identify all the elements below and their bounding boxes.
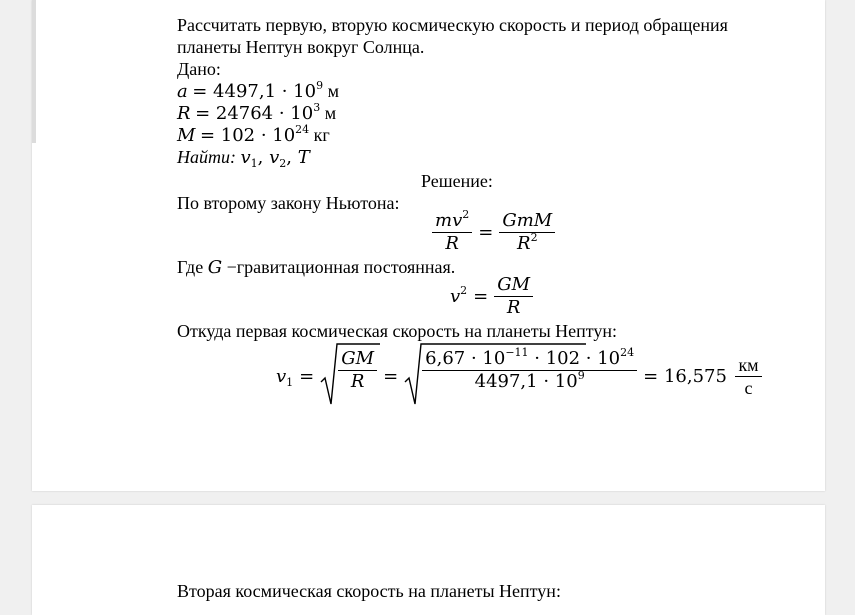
exp-a: 9 [316, 79, 324, 92]
problem-line-2: планеты Нептун вокруг Солнца. [177, 37, 425, 57]
exp-R: 3 [313, 101, 321, 114]
inner-num-a: 6,67 · 10 [425, 348, 506, 369]
find-v2: v [269, 147, 280, 168]
solution-title: Решение: [421, 171, 493, 191]
frac-GmM-R2: $\frac{\text{GmM}}{R^2}$ [499, 210, 555, 255]
var-R: R [177, 103, 191, 124]
find-label: Найти: [177, 147, 241, 167]
given-R [177, 102, 336, 125]
where-pre: Где [177, 257, 208, 277]
document-page-1 [32, 0, 825, 491]
unit-s: с [744, 377, 753, 398]
frac-mv2-R: $\frac{mv^2}{R}$ [432, 210, 472, 255]
unit-a: м [323, 81, 339, 101]
inner-num-exp1: −11 [505, 346, 529, 359]
unit-M: кг [309, 125, 330, 145]
where-G: G [207, 257, 223, 278]
sqrt-numeric [404, 342, 637, 410]
newton-equation: $\frac{mv^2}{R}$ = $\frac{\text{GmM}}{R^2}$ [432, 210, 555, 255]
where-line [177, 256, 455, 279]
unit-km-s [735, 354, 761, 399]
v-squared-equation: $v^2$ = $\frac{GM}{R}$ [450, 274, 533, 319]
given-M [177, 124, 330, 147]
find-T: T [297, 147, 310, 168]
inner-den: 4497,1 · 10 [474, 371, 578, 392]
result-value: = 16,575 [643, 365, 727, 387]
value-R: = 24764 · 10 [195, 103, 314, 124]
find-v1-sub: 1 [250, 157, 258, 170]
page-edge-marker [32, 0, 36, 143]
unit-km: км [735, 354, 761, 377]
var-M: M [177, 125, 196, 146]
sqrt-GM-R: $\frac{GM}{R}$ [320, 342, 377, 410]
second-speed-text: Вторая космическая скорость на планеты Нептун: [177, 581, 561, 601]
first-speed-text: Откуда первая космическая скорость на планеты Нептун: [177, 321, 618, 341]
inner-den-exp: 9 [577, 369, 585, 382]
problem-line-1: Рассчитать первую, вторую космическую скорость и период обращения [177, 15, 728, 35]
var-a: a [177, 81, 188, 102]
find-v2-sub: 2 [279, 157, 287, 170]
value-M: = 102 · 10 [199, 125, 296, 146]
newton-text: По второму закону Ньютона: [177, 193, 400, 213]
exp-M: 24 [295, 123, 310, 136]
value-a: = 4497,1 · 10 [192, 81, 317, 102]
find-line: Найти: $v_1$, $v_2$, T [177, 147, 310, 170]
find-v1: v [240, 147, 251, 168]
v1-equation: $v_1$ = $\frac{GM}{R}$ = $\frac{6,67 \cdot 10^{-11} \cdot 102 \cdot 10^{24}}{4497,1 \cdot 10^9}$ = 16,575 $\frac{км}{с}$ [276, 342, 762, 410]
unit-R: м [320, 103, 337, 123]
where-post: −гравитационная постоянная. [222, 257, 456, 277]
given-title: Дано: [177, 59, 221, 79]
given-a [177, 80, 339, 103]
frac-GM-R: $\frac{GM}{R}$ [494, 274, 533, 319]
inner-num-mid: · 102 · 10 [528, 348, 621, 369]
inner-num-exp2: 24 [620, 346, 635, 359]
